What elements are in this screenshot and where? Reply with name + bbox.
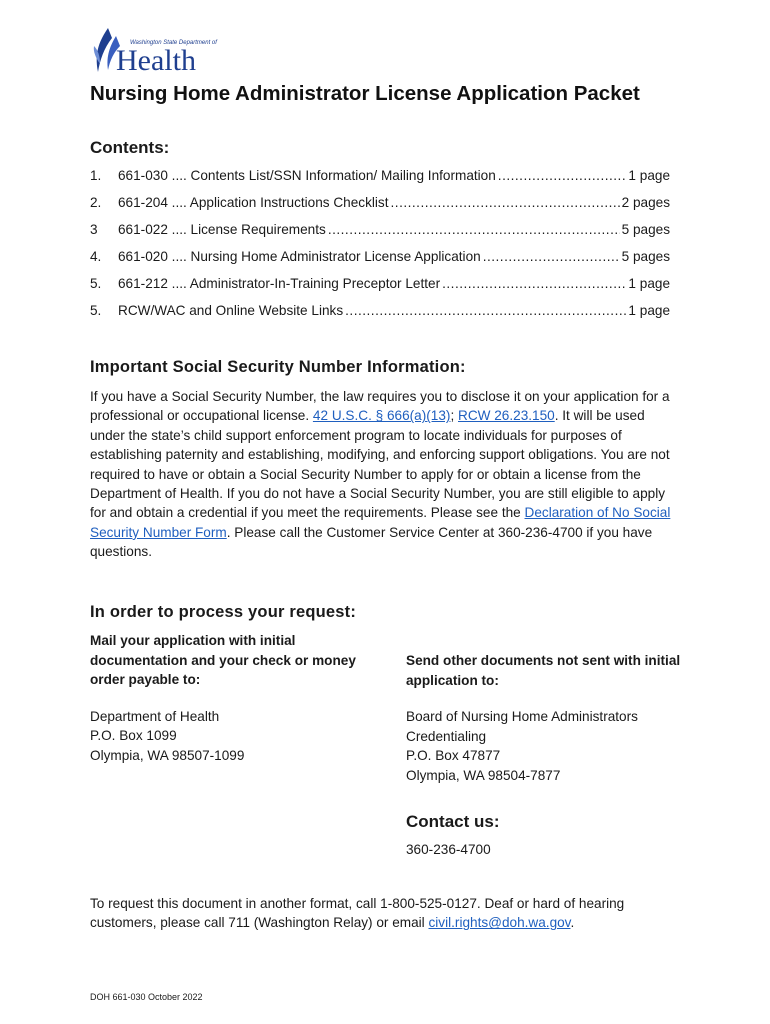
logo-agency-text: Washington State Department of: [130, 40, 217, 46]
contents-item-pages: 5 pages: [621, 249, 670, 264]
contact-phone: 360-236-4700: [406, 842, 491, 857]
contents-item: [90, 195, 670, 222]
contents-item-number: 1.: [90, 168, 102, 183]
contact-heading: Contact us:: [406, 812, 500, 831]
no-ssn-form-link[interactable]: Declaration of No Social Security Number Form: [90, 505, 671, 540]
contents-item-text: 661-212 .... Administrator-In-Training Preceptor Letter: [118, 276, 441, 291]
ssn-heading: Important Social Security Number Information:: [90, 358, 466, 376]
contents-item-number: 5.: [90, 276, 102, 291]
dot-leader: [442, 276, 626, 291]
process-heading: In order to process your request:: [90, 603, 357, 621]
contents-item-pages: 1 page: [628, 276, 670, 291]
usc-link[interactable]: 42 U.S.C. § 666(a)(13): [312, 408, 451, 424]
other-documents-section: [406, 651, 686, 785]
address-line: P.O. Box 47877: [406, 748, 501, 763]
dot-leader: [391, 195, 620, 210]
contents-item-text: 661-030 .... Contents List/SSN Information/ Mailing Information: [118, 168, 496, 183]
contents-item-number: 4.: [90, 249, 102, 264]
contents-heading: Contents:: [90, 138, 170, 157]
dot-leader: [328, 222, 620, 237]
ssn-paragraph: [90, 387, 675, 562]
address-line: Credentialing: [406, 728, 487, 744]
ssn-text-2: . It will be used under the state’s child support enforcement program to locate individuals for purposes of establishing paternity and establishing, modifying, and enforcing support obligations. You are not required to have or obtain a Social Security Number to apply for or obtain a license from the Department of Health. If you do not have a Social Security Number, you are still eligible to apply for and obtain a credential if you meet the requirements. Please see the: [90, 408, 670, 521]
logo-health-text: Health: [116, 44, 196, 77]
accessibility-end: .: [570, 915, 575, 931]
dot-leader: [498, 168, 627, 183]
address-line: P.O. Box 1099: [90, 728, 177, 743]
address-line: Olympia, WA 98507-1099: [90, 747, 245, 763]
dot-leader: [345, 303, 626, 318]
contents-item: [90, 249, 670, 276]
contents-item-text: 661-204 .... Application Instructions Checklist: [118, 195, 389, 210]
contents-item: [90, 222, 670, 249]
rcw-link[interactable]: RCW 26.23.150: [458, 408, 555, 424]
health-logo: [90, 26, 220, 78]
mail-application-section: [90, 631, 380, 765]
ssn-text-1: If you have a Social Security Number, the law requires you to disclose it on your application for a professional or occupational license.: [90, 389, 670, 424]
contents-item-number: 5.: [90, 303, 102, 318]
contents-item-pages: 2 pages: [621, 195, 670, 210]
other-documents-heading: Send other documents not sent with initial application to:: [406, 653, 681, 688]
contents-item-text: 661-022 .... License Requirements: [118, 222, 326, 237]
dot-leader: [483, 249, 620, 264]
contents-item: [90, 168, 670, 195]
address-line: Olympia, WA 98504-7877: [406, 767, 561, 783]
ssn-text-3: . Please call the Customer Service Center at 360-236-4700 if you have questions.: [90, 524, 653, 560]
contents-item: [90, 276, 670, 303]
contents-item-number: 3: [90, 222, 98, 237]
contents-item-pages: 1 page: [628, 303, 670, 318]
link-separator: ;: [450, 408, 458, 424]
email-link[interactable]: civil.rights@doh.wa.gov: [428, 915, 571, 931]
contents-item-pages: 1 page: [628, 168, 670, 183]
accessibility-paragraph: [90, 894, 650, 933]
contents-item-text: RCW/WAC and Online Website Links: [118, 303, 344, 318]
contents-item-number: 2.: [90, 195, 102, 210]
page-title: Nursing Home Administrator License Application Packet: [90, 82, 640, 105]
contents-item: [90, 303, 670, 330]
address-line: Department of Health: [90, 708, 220, 724]
address-line: Board of Nursing Home Administrators: [406, 709, 638, 724]
accessibility-text: To request this document in another format, call 1-800-525-0127. Deaf or hard of hearing customers, please call 711 (Washington Relay) or email: [90, 896, 625, 931]
contents-item-text: 661-020 .... Nursing Home Administrator License Application: [118, 249, 481, 264]
contents-item-pages: 5 pages: [621, 222, 670, 237]
mail-application-heading: Mail your application with initial documentation and your check or money order payable to:: [90, 633, 356, 687]
form-code: DOH 661-030 October 2022: [90, 992, 203, 1002]
contents-list: [90, 168, 670, 330]
